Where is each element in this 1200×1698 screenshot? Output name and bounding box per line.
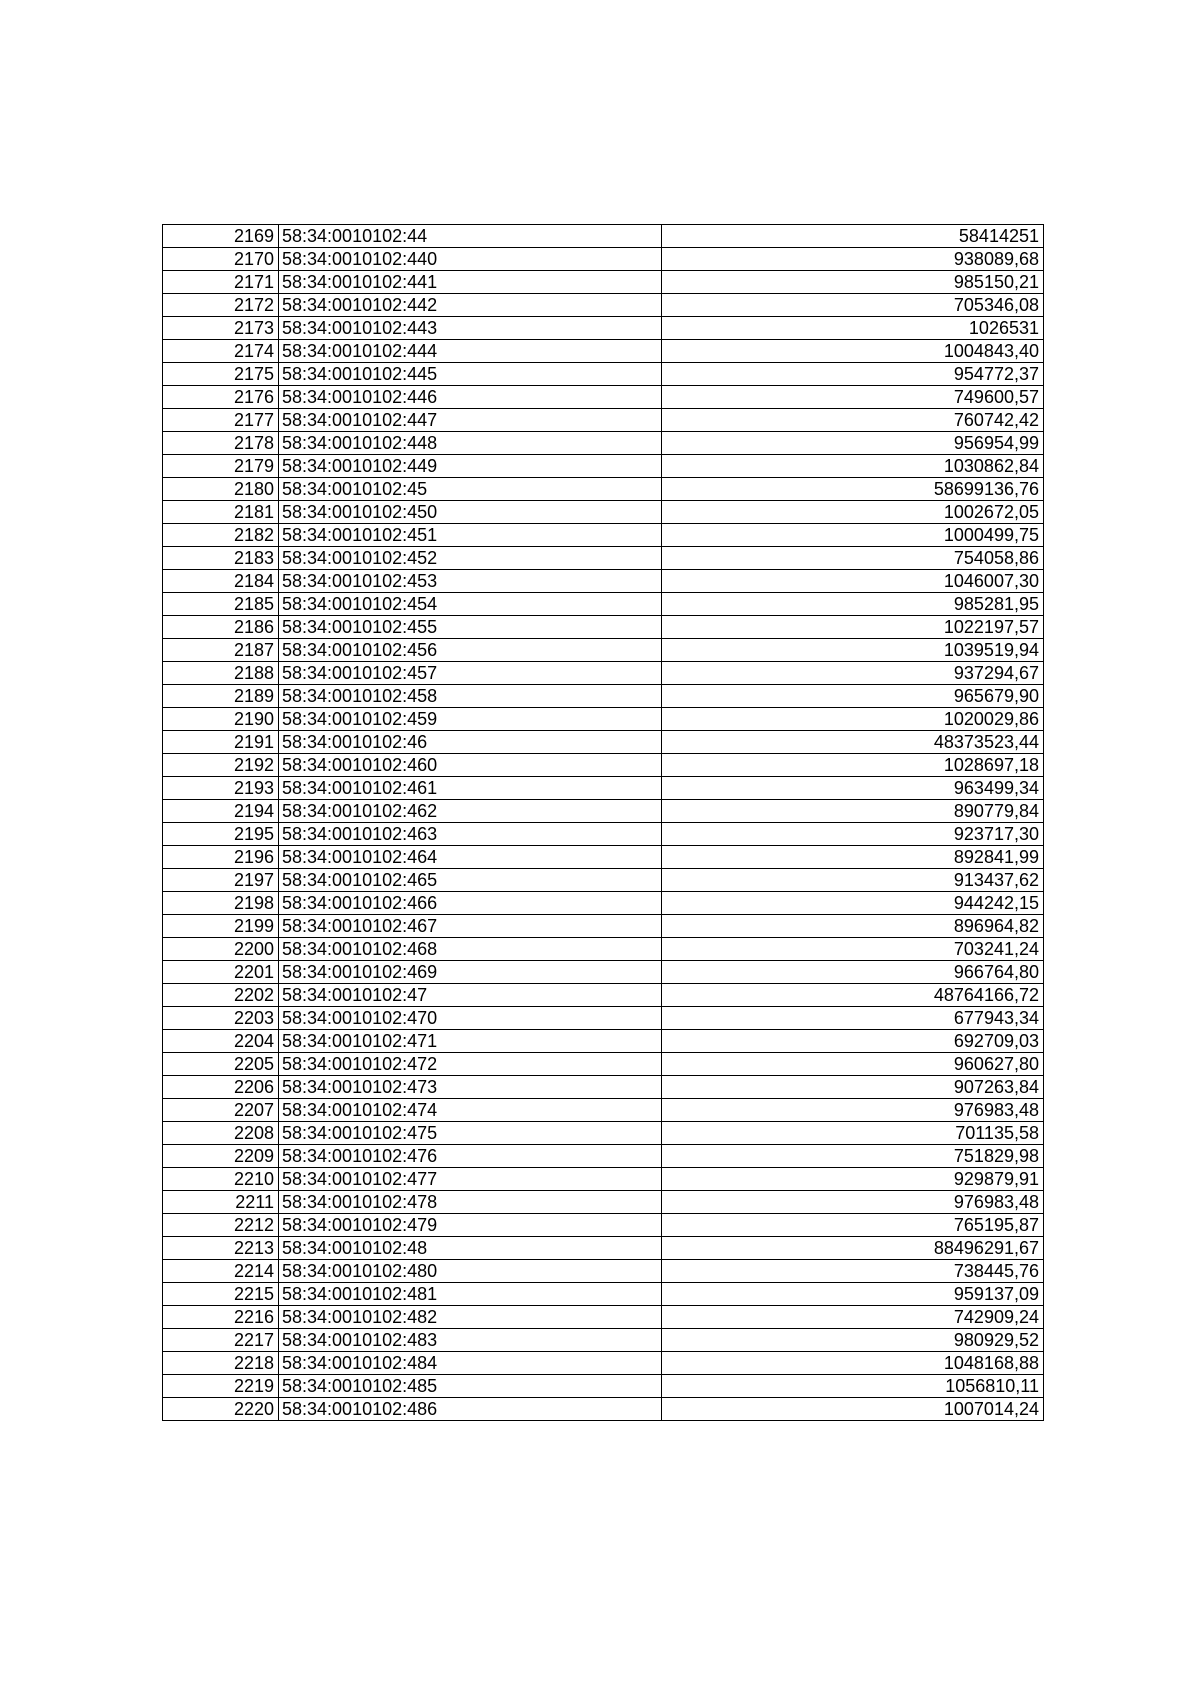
value-cell: 960627,80 bbox=[662, 1053, 1044, 1076]
value-cell: 1002672,05 bbox=[662, 501, 1044, 524]
cadastral-number-cell: 58:34:0010102:442 bbox=[279, 294, 662, 317]
cadastral-number-cell: 58:34:0010102:441 bbox=[279, 271, 662, 294]
value-cell: 701135,58 bbox=[662, 1122, 1044, 1145]
cadastral-number-cell: 58:34:0010102:471 bbox=[279, 1030, 662, 1053]
row-number-cell: 2218 bbox=[163, 1352, 279, 1375]
row-number-cell: 2199 bbox=[163, 915, 279, 938]
value-cell: 963499,34 bbox=[662, 777, 1044, 800]
row-number-cell: 2213 bbox=[163, 1237, 279, 1260]
row-number-cell: 2211 bbox=[163, 1191, 279, 1214]
table-row bbox=[163, 1030, 1044, 1053]
value-cell: 1056810,11 bbox=[662, 1375, 1044, 1398]
cadastral-number-cell: 58:34:0010102:455 bbox=[279, 616, 662, 639]
table-row bbox=[163, 225, 1044, 248]
cadastral-number-cell: 58:34:0010102:462 bbox=[279, 800, 662, 823]
row-number-cell: 2187 bbox=[163, 639, 279, 662]
table-body bbox=[163, 225, 1044, 1421]
row-number-cell: 2189 bbox=[163, 685, 279, 708]
value-cell: 965679,90 bbox=[662, 685, 1044, 708]
row-number-cell: 2172 bbox=[163, 294, 279, 317]
cadastral-number-cell: 58:34:0010102:469 bbox=[279, 961, 662, 984]
table-row bbox=[163, 593, 1044, 616]
table-row bbox=[163, 1191, 1044, 1214]
cadastral-number-cell: 58:34:0010102:474 bbox=[279, 1099, 662, 1122]
table-row bbox=[163, 524, 1044, 547]
value-cell: 1030862,84 bbox=[662, 455, 1044, 478]
cadastral-number-cell: 58:34:0010102:45 bbox=[279, 478, 662, 501]
row-number-cell: 2217 bbox=[163, 1329, 279, 1352]
cadastral-number-cell: 58:34:0010102:47 bbox=[279, 984, 662, 1007]
row-number-cell: 2171 bbox=[163, 271, 279, 294]
value-cell: 58699136,76 bbox=[662, 478, 1044, 501]
value-cell: 956954,99 bbox=[662, 432, 1044, 455]
row-number-cell: 2190 bbox=[163, 708, 279, 731]
table-row bbox=[163, 432, 1044, 455]
table-row bbox=[163, 478, 1044, 501]
table-row bbox=[163, 1237, 1044, 1260]
cadastral-number-cell: 58:34:0010102:484 bbox=[279, 1352, 662, 1375]
table-row bbox=[163, 1352, 1044, 1375]
value-cell: 1022197,57 bbox=[662, 616, 1044, 639]
cadastral-number-cell: 58:34:0010102:465 bbox=[279, 869, 662, 892]
table-row bbox=[163, 248, 1044, 271]
row-number-cell: 2200 bbox=[163, 938, 279, 961]
value-cell: 976983,48 bbox=[662, 1099, 1044, 1122]
cadastral-number-cell: 58:34:0010102:446 bbox=[279, 386, 662, 409]
value-cell: 976983,48 bbox=[662, 1191, 1044, 1214]
cadastral-number-cell: 58:34:0010102:453 bbox=[279, 570, 662, 593]
value-cell: 985281,95 bbox=[662, 593, 1044, 616]
cadastral-number-cell: 58:34:0010102:473 bbox=[279, 1076, 662, 1099]
table-row bbox=[163, 984, 1044, 1007]
cadastral-number-cell: 58:34:0010102:456 bbox=[279, 639, 662, 662]
value-cell: 760742,42 bbox=[662, 409, 1044, 432]
table-row bbox=[163, 1306, 1044, 1329]
row-number-cell: 2209 bbox=[163, 1145, 279, 1168]
value-cell: 923717,30 bbox=[662, 823, 1044, 846]
row-number-cell: 2169 bbox=[163, 225, 279, 248]
table-row bbox=[163, 846, 1044, 869]
cadastral-number-cell: 58:34:0010102:461 bbox=[279, 777, 662, 800]
cadastral-number-cell: 58:34:0010102:48 bbox=[279, 1237, 662, 1260]
table-row bbox=[163, 363, 1044, 386]
row-number-cell: 2194 bbox=[163, 800, 279, 823]
row-number-cell: 2203 bbox=[163, 1007, 279, 1030]
row-number-cell: 2175 bbox=[163, 363, 279, 386]
table-row bbox=[163, 915, 1044, 938]
row-number-cell: 2196 bbox=[163, 846, 279, 869]
table-row bbox=[163, 340, 1044, 363]
cadastral-number-cell: 58:34:0010102:459 bbox=[279, 708, 662, 731]
row-number-cell: 2177 bbox=[163, 409, 279, 432]
value-cell: 907263,84 bbox=[662, 1076, 1044, 1099]
table-row bbox=[163, 1099, 1044, 1122]
value-cell: 749600,57 bbox=[662, 386, 1044, 409]
value-cell: 938089,68 bbox=[662, 248, 1044, 271]
cadastral-number-cell: 58:34:0010102:457 bbox=[279, 662, 662, 685]
cadastral-number-cell: 58:34:0010102:481 bbox=[279, 1283, 662, 1306]
row-number-cell: 2220 bbox=[163, 1398, 279, 1421]
cadastral-number-cell: 58:34:0010102:460 bbox=[279, 754, 662, 777]
cadastral-number-cell: 58:34:0010102:472 bbox=[279, 1053, 662, 1076]
cadastral-number-cell: 58:34:0010102:452 bbox=[279, 547, 662, 570]
table-row bbox=[163, 800, 1044, 823]
cadastral-number-cell: 58:34:0010102:476 bbox=[279, 1145, 662, 1168]
value-cell: 896964,82 bbox=[662, 915, 1044, 938]
table-row bbox=[163, 708, 1044, 731]
table-row bbox=[163, 1168, 1044, 1191]
table-row bbox=[163, 1375, 1044, 1398]
cadastral-number-cell: 58:34:0010102:443 bbox=[279, 317, 662, 340]
value-cell: 1039519,94 bbox=[662, 639, 1044, 662]
cadastral-number-cell: 58:34:0010102:475 bbox=[279, 1122, 662, 1145]
cadastral-number-cell: 58:34:0010102:468 bbox=[279, 938, 662, 961]
value-cell: 980929,52 bbox=[662, 1329, 1044, 1352]
cadastral-number-cell: 58:34:0010102:464 bbox=[279, 846, 662, 869]
row-number-cell: 2208 bbox=[163, 1122, 279, 1145]
cadastral-number-cell: 58:34:0010102:440 bbox=[279, 248, 662, 271]
data-table bbox=[162, 224, 1044, 1421]
value-cell: 929879,91 bbox=[662, 1168, 1044, 1191]
row-number-cell: 2192 bbox=[163, 754, 279, 777]
value-cell: 913437,62 bbox=[662, 869, 1044, 892]
row-number-cell: 2173 bbox=[163, 317, 279, 340]
row-number-cell: 2214 bbox=[163, 1260, 279, 1283]
value-cell: 705346,08 bbox=[662, 294, 1044, 317]
value-cell: 954772,37 bbox=[662, 363, 1044, 386]
row-number-cell: 2219 bbox=[163, 1375, 279, 1398]
table-row bbox=[163, 294, 1044, 317]
row-number-cell: 2186 bbox=[163, 616, 279, 639]
table-row bbox=[163, 1076, 1044, 1099]
table-row bbox=[163, 892, 1044, 915]
row-number-cell: 2197 bbox=[163, 869, 279, 892]
value-cell: 937294,67 bbox=[662, 662, 1044, 685]
row-number-cell: 2205 bbox=[163, 1053, 279, 1076]
value-cell: 1028697,18 bbox=[662, 754, 1044, 777]
value-cell: 1026531 bbox=[662, 317, 1044, 340]
value-cell: 751829,98 bbox=[662, 1145, 1044, 1168]
table-row bbox=[163, 455, 1044, 478]
table-row bbox=[163, 501, 1044, 524]
value-cell: 703241,24 bbox=[662, 938, 1044, 961]
cadastral-number-cell: 58:34:0010102:447 bbox=[279, 409, 662, 432]
row-number-cell: 2181 bbox=[163, 501, 279, 524]
table-row bbox=[163, 317, 1044, 340]
row-number-cell: 2180 bbox=[163, 478, 279, 501]
table-row bbox=[163, 938, 1044, 961]
cadastral-number-cell: 58:34:0010102:454 bbox=[279, 593, 662, 616]
row-number-cell: 2179 bbox=[163, 455, 279, 478]
value-cell: 754058,86 bbox=[662, 547, 1044, 570]
value-cell: 692709,03 bbox=[662, 1030, 1044, 1053]
table-row bbox=[163, 1053, 1044, 1076]
table-row bbox=[163, 1283, 1044, 1306]
value-cell: 1004843,40 bbox=[662, 340, 1044, 363]
value-cell: 1046007,30 bbox=[662, 570, 1044, 593]
cadastral-number-cell: 58:34:0010102:463 bbox=[279, 823, 662, 846]
value-cell: 1007014,24 bbox=[662, 1398, 1044, 1421]
table-row bbox=[163, 1260, 1044, 1283]
row-number-cell: 2191 bbox=[163, 731, 279, 754]
row-number-cell: 2170 bbox=[163, 248, 279, 271]
value-cell: 765195,87 bbox=[662, 1214, 1044, 1237]
value-cell: 48373523,44 bbox=[662, 731, 1044, 754]
row-number-cell: 2176 bbox=[163, 386, 279, 409]
table-row bbox=[163, 662, 1044, 685]
row-number-cell: 2210 bbox=[163, 1168, 279, 1191]
cadastral-number-cell: 58:34:0010102:46 bbox=[279, 731, 662, 754]
table-row bbox=[163, 616, 1044, 639]
table-row bbox=[163, 639, 1044, 662]
cadastral-number-cell: 58:34:0010102:467 bbox=[279, 915, 662, 938]
table-row bbox=[163, 961, 1044, 984]
row-number-cell: 2212 bbox=[163, 1214, 279, 1237]
table-row bbox=[163, 570, 1044, 593]
cadastral-number-cell: 58:34:0010102:483 bbox=[279, 1329, 662, 1352]
value-cell: 959137,09 bbox=[662, 1283, 1044, 1306]
row-number-cell: 2188 bbox=[163, 662, 279, 685]
row-number-cell: 2195 bbox=[163, 823, 279, 846]
row-number-cell: 2184 bbox=[163, 570, 279, 593]
table-row bbox=[163, 1214, 1044, 1237]
value-cell: 58414251 bbox=[662, 225, 1044, 248]
row-number-cell: 2174 bbox=[163, 340, 279, 363]
row-number-cell: 2183 bbox=[163, 547, 279, 570]
value-cell: 1048168,88 bbox=[662, 1352, 1044, 1375]
cadastral-number-cell: 58:34:0010102:458 bbox=[279, 685, 662, 708]
cadastral-number-cell: 58:34:0010102:451 bbox=[279, 524, 662, 547]
row-number-cell: 2204 bbox=[163, 1030, 279, 1053]
value-cell: 738445,76 bbox=[662, 1260, 1044, 1283]
table-row bbox=[163, 1122, 1044, 1145]
row-number-cell: 2182 bbox=[163, 524, 279, 547]
row-number-cell: 2207 bbox=[163, 1099, 279, 1122]
cadastral-number-cell: 58:34:0010102:486 bbox=[279, 1398, 662, 1421]
value-cell: 890779,84 bbox=[662, 800, 1044, 823]
table-row bbox=[163, 823, 1044, 846]
table-row bbox=[163, 547, 1044, 570]
table-row bbox=[163, 386, 1044, 409]
row-number-cell: 2202 bbox=[163, 984, 279, 1007]
value-cell: 892841,99 bbox=[662, 846, 1044, 869]
cadastral-number-cell: 58:34:0010102:479 bbox=[279, 1214, 662, 1237]
value-cell: 677943,34 bbox=[662, 1007, 1044, 1030]
value-cell: 944242,15 bbox=[662, 892, 1044, 915]
table-row bbox=[163, 731, 1044, 754]
cadastral-number-cell: 58:34:0010102:466 bbox=[279, 892, 662, 915]
table-row bbox=[163, 1398, 1044, 1421]
row-number-cell: 2206 bbox=[163, 1076, 279, 1099]
row-number-cell: 2185 bbox=[163, 593, 279, 616]
cadastral-number-cell: 58:34:0010102:480 bbox=[279, 1260, 662, 1283]
cadastral-number-cell: 58:34:0010102:477 bbox=[279, 1168, 662, 1191]
value-cell: 88496291,67 bbox=[662, 1237, 1044, 1260]
value-cell: 985150,21 bbox=[662, 271, 1044, 294]
value-cell: 48764166,72 bbox=[662, 984, 1044, 1007]
row-number-cell: 2216 bbox=[163, 1306, 279, 1329]
value-cell: 742909,24 bbox=[662, 1306, 1044, 1329]
row-number-cell: 2215 bbox=[163, 1283, 279, 1306]
table-row bbox=[163, 869, 1044, 892]
table-row bbox=[163, 777, 1044, 800]
cadastral-number-cell: 58:34:0010102:470 bbox=[279, 1007, 662, 1030]
row-number-cell: 2178 bbox=[163, 432, 279, 455]
row-number-cell: 2201 bbox=[163, 961, 279, 984]
row-number-cell: 2198 bbox=[163, 892, 279, 915]
table-row bbox=[163, 409, 1044, 432]
table-row bbox=[163, 685, 1044, 708]
table-row bbox=[163, 271, 1044, 294]
value-cell: 966764,80 bbox=[662, 961, 1044, 984]
cadastral-number-cell: 58:34:0010102:444 bbox=[279, 340, 662, 363]
cadastral-number-cell: 58:34:0010102:478 bbox=[279, 1191, 662, 1214]
row-number-cell: 2193 bbox=[163, 777, 279, 800]
cadastral-number-cell: 58:34:0010102:450 bbox=[279, 501, 662, 524]
cadastral-number-cell: 58:34:0010102:448 bbox=[279, 432, 662, 455]
cadastral-number-cell: 58:34:0010102:449 bbox=[279, 455, 662, 478]
cadastral-number-cell: 58:34:0010102:485 bbox=[279, 1375, 662, 1398]
table-row bbox=[163, 754, 1044, 777]
value-cell: 1000499,75 bbox=[662, 524, 1044, 547]
table-row bbox=[163, 1145, 1044, 1168]
cadastral-number-cell: 58:34:0010102:44 bbox=[279, 225, 662, 248]
value-cell: 1020029,86 bbox=[662, 708, 1044, 731]
cadastral-number-cell: 58:34:0010102:445 bbox=[279, 363, 662, 386]
table-row bbox=[163, 1329, 1044, 1352]
table-row bbox=[163, 1007, 1044, 1030]
cadastral-number-cell: 58:34:0010102:482 bbox=[279, 1306, 662, 1329]
